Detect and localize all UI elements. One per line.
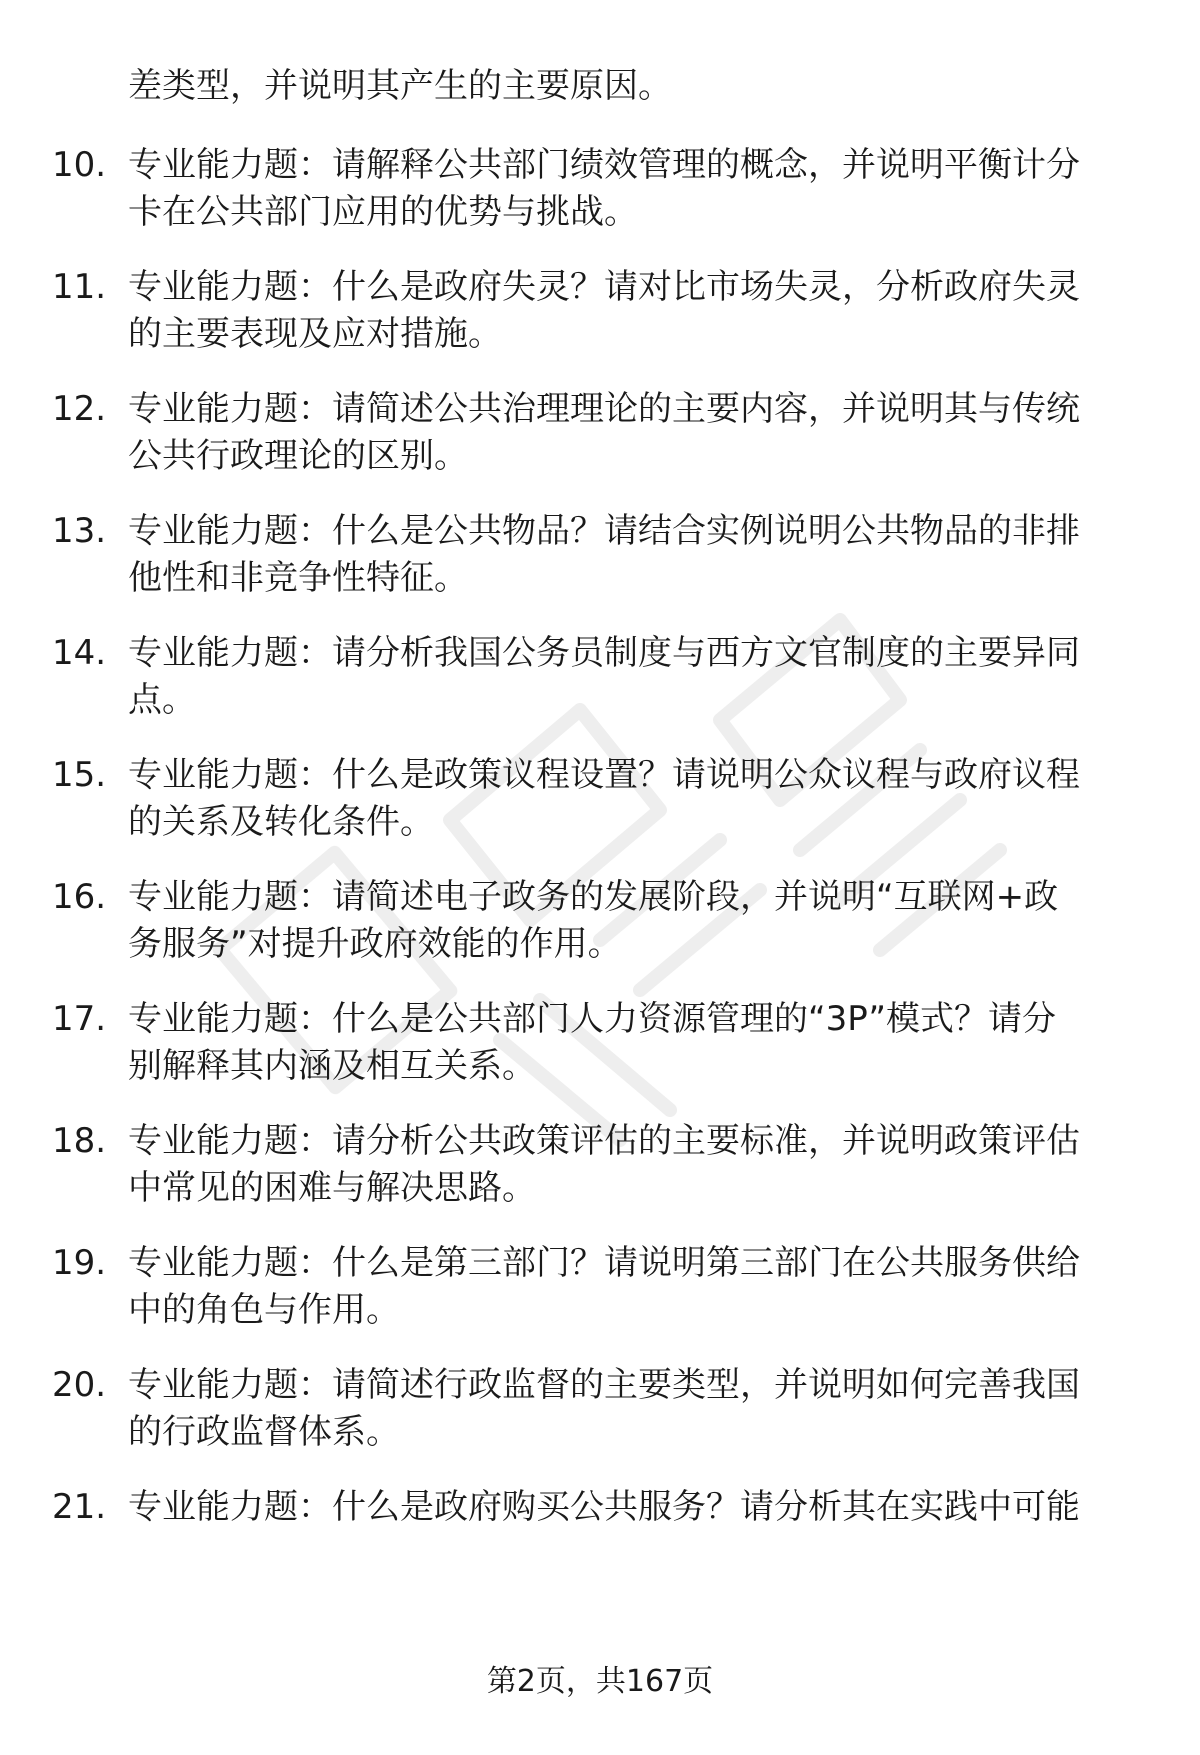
question-number: 14.: [52, 633, 107, 673]
question-number: 15.: [52, 755, 107, 795]
question-number: 10.: [52, 145, 107, 185]
question-number: 21.: [52, 1487, 107, 1527]
question-text-line: 的关系及转化条件。: [128, 802, 434, 842]
question-text-line: 卡在公共部门应用的优势与挑战。: [128, 192, 638, 232]
question-number: 12.: [52, 389, 107, 429]
question-text-line: 中常见的困难与解决思路。: [128, 1168, 536, 1208]
question-text-line: 专业能力题：请分析我国公务员制度与西方文官制度的主要异同: [128, 633, 1080, 673]
question-text-line: 公共行政理论的区别。: [128, 436, 468, 476]
question-number: 11.: [52, 267, 107, 307]
question-text-line: 专业能力题：什么是第三部门？请说明第三部门在公共服务供给: [128, 1243, 1080, 1283]
question-text-line: 中的角色与作用。: [128, 1290, 400, 1330]
question-text-line: 的行政监督体系。: [128, 1412, 400, 1452]
question-text-line: 专业能力题：什么是政府失灵？请对比市场失灵，分析政府失灵: [128, 267, 1080, 307]
question-text-line: 他性和非竞争性特征。: [128, 558, 468, 598]
question-number: 19.: [52, 1243, 107, 1283]
question-number: 16.: [52, 877, 107, 917]
question-text-line: 专业能力题：什么是政府购买公共服务？请分析其在实践中可能: [128, 1487, 1080, 1527]
question-text-line: 务服务”对提升政府效能的作用。: [128, 924, 622, 964]
question-text-line: 专业能力题：请解释公共部门绩效管理的概念，并说明平衡计分: [128, 145, 1080, 185]
question-text-line: 专业能力题：请简述行政监督的主要类型，并说明如何完善我国: [128, 1365, 1080, 1405]
question-text-line: 别解释其内涵及相互关系。: [128, 1046, 536, 1086]
question-text-line: 专业能力题：请分析公共政策评估的主要标准，并说明政策评估: [128, 1121, 1080, 1161]
question-text-line: 专业能力题：什么是公共部门人力资源管理的“3P”模式？请分: [128, 999, 1056, 1039]
question-text-line: 专业能力题：什么是政策议程设置？请说明公众议程与政府议程: [128, 755, 1080, 795]
question-text-line: 专业能力题：请简述公共治理理论的主要内容，并说明其与传统: [128, 389, 1080, 429]
continued-question-text: 差类型，并说明其产生的主要原因。: [128, 66, 672, 106]
question-number: 18.: [52, 1121, 107, 1161]
page-number: 第2页，共167页: [486, 1664, 714, 1699]
question-text-line: 专业能力题：什么是公共物品？请结合实例说明公共物品的非排: [128, 511, 1080, 551]
question-text-line: 专业能力题：请简述电子政务的发展阶段，并说明“互联网+政: [128, 877, 1059, 917]
question-number: 13.: [52, 511, 107, 551]
question-text-line: 点。: [128, 680, 196, 720]
question-number: 20.: [52, 1365, 107, 1405]
question-number: 17.: [52, 999, 107, 1039]
question-text-line: 的主要表现及应对措施。: [128, 314, 502, 354]
